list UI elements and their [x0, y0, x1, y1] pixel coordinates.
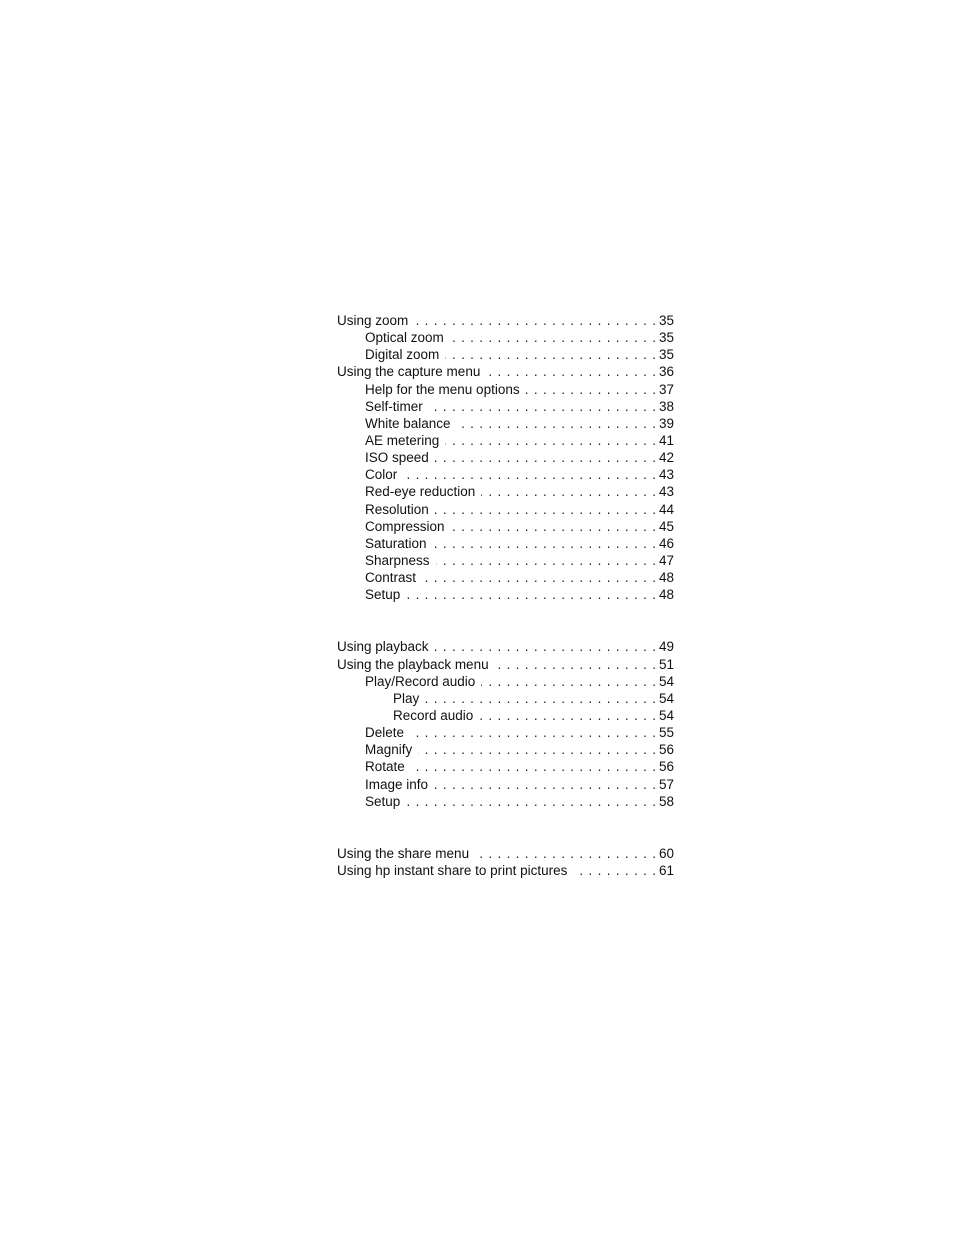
toc-entry-page-number: 39 — [658, 415, 674, 431]
toc-section — [337, 845, 674, 879]
toc-entry[interactable] — [337, 741, 674, 758]
toc-entry-title: Color — [365, 467, 398, 483]
toc-entry[interactable] — [337, 501, 674, 518]
toc-entry-title: Saturation — [365, 535, 427, 551]
toc-entry-page-number: 35 — [658, 313, 674, 328]
toc-entry-title: Help for the menu options — [365, 381, 520, 397]
toc-entry-title: ISO speed — [365, 450, 429, 466]
toc-entry-title: Using playback — [337, 639, 429, 655]
toc-entry[interactable] — [337, 449, 674, 466]
toc-entry[interactable] — [337, 432, 674, 449]
dot-leader — [479, 707, 656, 724]
dot-leader — [481, 673, 656, 690]
toc-entry[interactable] — [337, 483, 674, 500]
toc-entry-page-number: 46 — [658, 535, 674, 551]
toc-entry-page-number: 44 — [658, 501, 674, 517]
toc-entry-page-number: 37 — [658, 381, 674, 397]
dot-leader — [526, 381, 656, 398]
toc-entry[interactable] — [337, 793, 674, 810]
toc-entry[interactable] — [337, 845, 674, 862]
toc-entry-title: Image info — [365, 776, 429, 792]
dot-leader — [481, 483, 656, 500]
toc-entry[interactable] — [337, 415, 674, 432]
toc-entry-page-number: 42 — [658, 450, 674, 466]
toc-entry[interactable] — [337, 363, 674, 380]
toc-entry[interactable] — [337, 346, 674, 363]
toc-entry-page-number: 45 — [658, 518, 674, 534]
table-of-contents — [337, 312, 674, 879]
toc-entry-title: Setup — [365, 587, 401, 603]
dot-leader — [445, 432, 656, 449]
toc-entry-title: Setup — [365, 793, 401, 809]
dot-leader — [403, 466, 656, 483]
toc-entry-title: Resolution — [365, 501, 429, 517]
toc-entry-page-number: 57 — [658, 776, 674, 792]
toc-entry-page-number: 43 — [658, 484, 674, 500]
toc-entry-title: Red-eye reduction — [365, 484, 476, 500]
dot-leader — [457, 415, 656, 432]
toc-entry-title: Play/Record audio — [365, 673, 476, 689]
toc-entry[interactable] — [337, 398, 674, 415]
toc-entry[interactable] — [337, 569, 674, 586]
toc-entry-title: Optical zoom — [365, 330, 444, 346]
toc-entry-page-number: 35 — [658, 330, 674, 346]
toc-entry-page-number: 35 — [658, 347, 674, 363]
toc-entry[interactable] — [337, 535, 674, 552]
dot-leader — [573, 862, 656, 879]
toc-entry-page-number: 43 — [658, 467, 674, 483]
dot-leader — [486, 363, 656, 380]
toc-section — [337, 312, 674, 603]
toc-entry[interactable] — [337, 656, 674, 673]
toc-entry-title: Using the playback menu — [337, 656, 489, 672]
toc-entry[interactable] — [337, 638, 674, 655]
toc-entry[interactable] — [337, 586, 674, 603]
toc-entry-title: Using the share menu — [337, 845, 470, 861]
toc-entry-page-number: 54 — [658, 690, 674, 706]
toc-entry-title: Rotate — [365, 759, 405, 775]
toc-entry[interactable] — [337, 724, 674, 741]
dot-leader — [435, 638, 656, 655]
toc-section — [337, 638, 674, 809]
toc-entry-title: Digital zoom — [365, 347, 440, 363]
toc-entry-title: Record audio — [393, 707, 474, 723]
dot-leader — [451, 518, 656, 535]
toc-entry-page-number: 58 — [658, 793, 674, 809]
toc-entry-title: Self-timer — [365, 398, 423, 414]
dot-leader — [495, 656, 656, 673]
toc-entry-title: Compression — [365, 518, 445, 534]
toc-entry[interactable] — [337, 552, 674, 569]
dot-leader — [435, 449, 656, 466]
toc-entry[interactable] — [337, 329, 674, 346]
toc-entry-page-number: 56 — [658, 759, 674, 775]
toc-entry-page-number: 61 — [658, 862, 674, 878]
toc-entry[interactable] — [337, 312, 674, 329]
dot-leader — [411, 758, 656, 775]
toc-entry[interactable] — [337, 707, 674, 724]
toc-entry-title: Using zoom — [337, 313, 409, 328]
toc-entry-title: Delete — [365, 725, 405, 741]
toc-entry[interactable] — [337, 381, 674, 398]
toc-entry-page-number: 49 — [658, 639, 674, 655]
dot-leader — [422, 569, 656, 586]
toc-entry-page-number: 48 — [658, 587, 674, 603]
dot-leader — [418, 741, 656, 758]
dot-leader — [435, 501, 656, 518]
toc-entry-title: Sharpness — [365, 552, 430, 568]
toc-entry-page-number: 51 — [658, 656, 674, 672]
dot-leader — [434, 776, 656, 793]
dot-leader — [406, 793, 656, 810]
toc-entry-page-number: 54 — [658, 673, 674, 689]
toc-entry-title: Using the capture menu — [337, 364, 481, 380]
toc-entry[interactable] — [337, 862, 674, 879]
toc-entry[interactable] — [337, 690, 674, 707]
dot-leader — [436, 552, 656, 569]
dot-leader — [406, 586, 656, 603]
toc-entry-page-number: 47 — [658, 552, 674, 568]
dot-leader — [433, 535, 656, 552]
toc-entry-title: White balance — [365, 415, 451, 431]
toc-entry[interactable] — [337, 776, 674, 793]
toc-entry-title: Play — [393, 690, 420, 706]
dot-leader — [410, 724, 656, 741]
dot-leader — [450, 329, 656, 346]
toc-entry-title: Magnify — [365, 742, 413, 758]
toc-entry-page-number: 60 — [658, 845, 674, 861]
dot-leader — [425, 690, 656, 707]
toc-entry-page-number: 36 — [658, 364, 674, 380]
toc-entry-page-number: 54 — [658, 707, 674, 723]
dot-leader — [414, 312, 656, 329]
dot-leader — [445, 346, 656, 363]
toc-entry[interactable] — [337, 673, 674, 690]
dot-leader — [475, 845, 656, 862]
toc-entry-page-number: 38 — [658, 398, 674, 414]
toc-entry-title: Contrast — [365, 570, 417, 586]
toc-entry-page-number: 48 — [658, 570, 674, 586]
toc-entry[interactable] — [337, 758, 674, 775]
toc-entry[interactable] — [337, 518, 674, 535]
toc-entry[interactable] — [337, 466, 674, 483]
dot-leader — [429, 398, 656, 415]
toc-entry-title: AE metering — [365, 432, 440, 448]
toc-entry-page-number: 56 — [658, 742, 674, 758]
toc-entry-page-number: 55 — [658, 725, 674, 741]
toc-entry-page-number: 41 — [658, 432, 674, 448]
toc-entry-title: Using hp instant share to print pictures — [337, 862, 568, 878]
